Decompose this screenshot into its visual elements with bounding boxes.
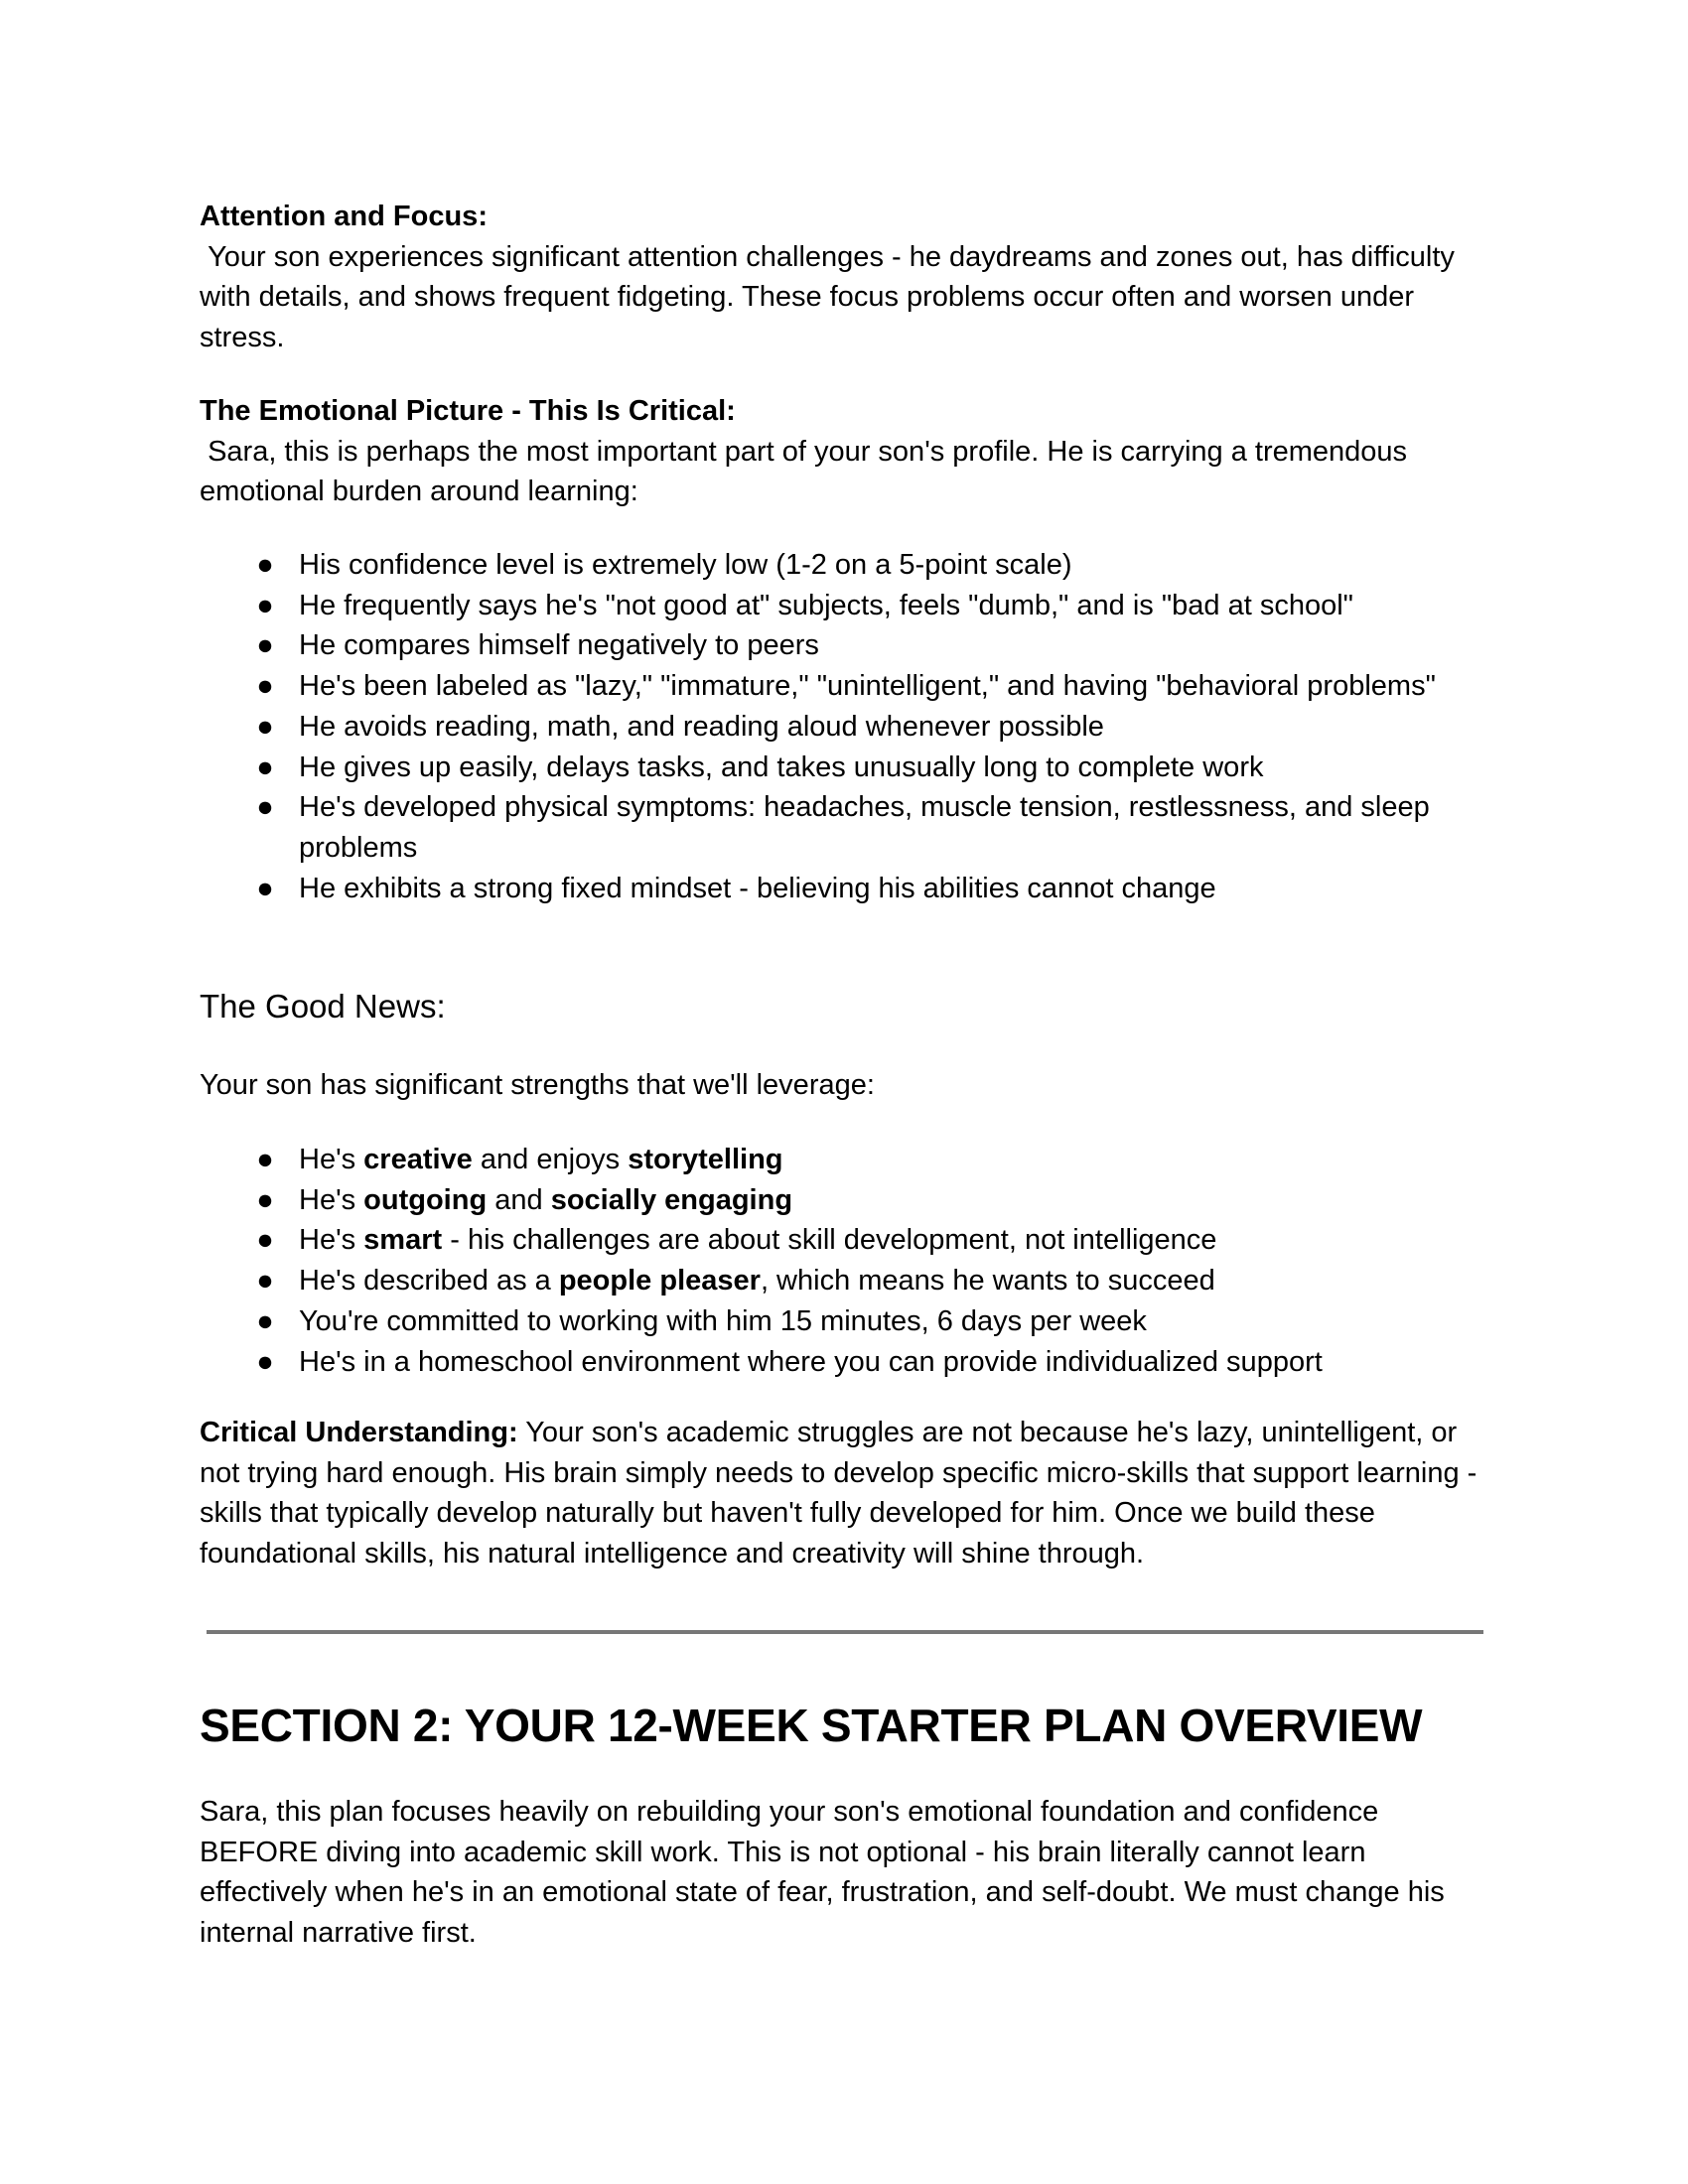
- list-item: [200, 1180, 1490, 1221]
- text-segment: - his challenges are about skill development, not intelligence: [442, 1224, 1217, 1257]
- list-item-text: He gives up easily, delays tasks, and takes unusually long to complete work: [299, 751, 1264, 783]
- attention-text: Your son experiences significant attention challenges - he daydreams and zones out, has difficulty with details, and shows frequent fidgeting. These focus problems occur often and worsen under stress.: [200, 240, 1463, 354]
- text-segment: He's in a homeschool environment where you can provide individualized support: [299, 1345, 1323, 1378]
- section2: [200, 1700, 1490, 1751]
- list-item: [200, 748, 1490, 788]
- critical-label: Critical Understanding:: [200, 1417, 518, 1448]
- list-item: [200, 625, 1490, 666]
- list-item: [200, 869, 1490, 909]
- bullet-icon: ●: [256, 1183, 274, 1216]
- good-news-section: [200, 987, 1490, 1026]
- emotional-text: Sara, this is perhaps the most important part of your son's profile. He is carrying a tremendous emotional burden around learning:: [200, 435, 1416, 508]
- bullet-icon: ●: [256, 1144, 274, 1175]
- list-item-text: He compares himself negatively to peers: [299, 629, 819, 662]
- text-segment: , which means he wants to succeed: [760, 1265, 1215, 1297]
- section-divider: [207, 1630, 1483, 1634]
- emphasis-text: creative: [363, 1144, 473, 1175]
- good-news-bullets: [200, 1140, 1490, 1382]
- bullet-icon: ●: [256, 670, 274, 703]
- critical-section: [200, 1413, 1490, 1574]
- list-item-text: He exhibits a strong fixed mindset - believing his abilities cannot change: [299, 872, 1216, 904]
- text-segment: He's: [299, 1144, 364, 1175]
- emphasis-text: outgoing: [363, 1183, 488, 1216]
- emotional-heading: The Emotional Picture - This Is Critical:: [200, 395, 736, 427]
- emotional-bullets: [200, 545, 1490, 908]
- bullet-icon: ●: [256, 1304, 274, 1337]
- emotional-section: [200, 391, 1490, 512]
- emphasis-text: socially engaging: [550, 1183, 793, 1216]
- bullet-icon: ●: [256, 629, 274, 662]
- section2-body: [200, 1792, 1490, 1954]
- text-segment: and enjoys: [472, 1144, 629, 1175]
- list-item-text: His confidence level is extremely low (1-2 on a 5-point scale): [299, 549, 1072, 581]
- good-news-intro: Your son has significant strengths that we'll leverage:: [200, 1069, 875, 1101]
- section2-text: Sara, this plan focuses heavily on rebuilding your son's emotional foundation and confidence BEFORE diving into academic skill work. This is not optional - his brain literally cannot learn effectively when he's in an emotional state of fear, frustration, and self-doubt. We must change his internal narrative first.: [200, 1796, 1445, 1950]
- strengths-bullet-list: [200, 1140, 1490, 1382]
- list-item: [200, 1342, 1490, 1383]
- list-item-text: He's developed physical symptoms: headaches, muscle tension, restlessness, and sleep problems: [299, 791, 1430, 864]
- list-item-text: He's been labeled as "lazy," "immature," "unintelligent," and having "behavioral problems": [299, 670, 1436, 703]
- emphasis-text: smart: [363, 1224, 443, 1257]
- list-item-text: [299, 1346, 1323, 1378]
- list-item: [200, 1140, 1490, 1180]
- list-item-text: [299, 1144, 783, 1175]
- bullet-icon: ●: [256, 751, 274, 783]
- list-item-text: [299, 1184, 792, 1216]
- text-segment: He's: [299, 1224, 364, 1257]
- text-segment: He's described as a: [299, 1265, 559, 1297]
- text-segment: You're committed to working with him 15 minutes, 6 days per week: [299, 1304, 1147, 1337]
- critical-paragraph: [200, 1413, 1490, 1574]
- good-news-intro-block: [200, 1065, 1490, 1106]
- list-item: [200, 1261, 1490, 1301]
- good-news-heading: The Good News:: [200, 988, 446, 1024]
- section2-heading: SECTION 2: YOUR 12-WEEK STARTER PLAN OVERVIEW: [200, 1700, 1423, 1751]
- list-item: [200, 787, 1490, 868]
- list-item-text: [299, 1265, 1215, 1297]
- list-item: [200, 707, 1490, 748]
- list-item-text: [299, 1305, 1147, 1337]
- attention-heading: Attention and Focus:: [200, 201, 488, 232]
- list-item: [200, 1301, 1490, 1342]
- list-item-text: He frequently says he's "not good at" subjects, feels "dumb," and is "bad at school": [299, 589, 1353, 621]
- emphasis-text: people pleaser: [558, 1265, 761, 1297]
- list-item: [200, 586, 1490, 626]
- list-item: [200, 1220, 1490, 1261]
- emphasis-text: storytelling: [628, 1144, 783, 1175]
- emotional-bullet-list: [200, 545, 1490, 908]
- bullet-icon: ●: [256, 1265, 274, 1297]
- list-item: [200, 545, 1490, 586]
- bullet-icon: ●: [256, 791, 274, 824]
- bullet-icon: ●: [256, 589, 274, 621]
- text-segment: and: [487, 1183, 551, 1216]
- list-item: [200, 666, 1490, 707]
- list-item-text: [299, 1224, 1216, 1256]
- bullet-icon: ●: [256, 710, 274, 743]
- bullet-icon: ●: [256, 1224, 274, 1257]
- critical-text: Your son's academic struggles are not because he's lazy, unintelligent, or not trying hard enough. His brain simply needs to develop specific micro-skills that support learning - skills that typically develop naturally but haven't fully developed for him. Once we build these foundational skills, his natural intelligence and creativity will shine through.: [200, 1417, 1485, 1570]
- bullet-icon: ●: [256, 1345, 274, 1378]
- bullet-icon: ●: [256, 872, 274, 904]
- bullet-icon: ●: [256, 549, 274, 581]
- text-segment: He's: [299, 1183, 364, 1216]
- list-item-text: He avoids reading, math, and reading aloud whenever possible: [299, 710, 1104, 743]
- attention-section: [200, 197, 1490, 358]
